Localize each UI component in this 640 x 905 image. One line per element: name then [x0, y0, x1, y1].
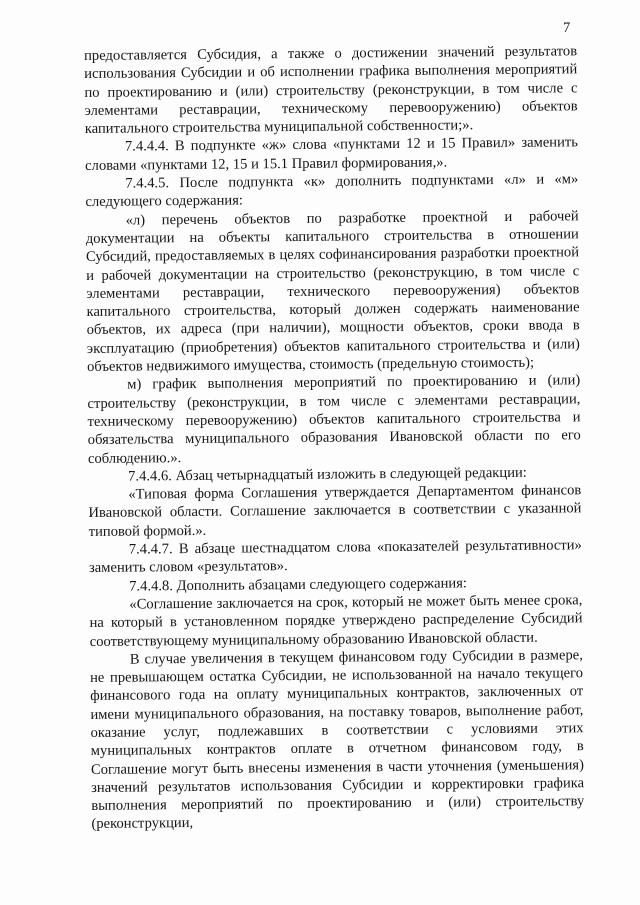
- paragraph-7-4-4-6: 7.4.4.6. Абзац четырнадцатый изложить в следующей редакции:: [128, 464, 527, 485]
- paragraph-agreement-term: «Соглашение заключается на срок, который не может быть менее срока, на который в установленном порядке утверждено распределение Субсидий соответствующему муниципальному образованию Ивановской области.: [89, 592, 583, 650]
- paragraph-7-4-4-7: 7.4.4.7. В абзаце шестнадцатом слова «показателей результативности» заменить словом «результатов».: [88, 537, 582, 577]
- paragraph-subpoint-l: «л) перечень объектов по разработке проектной и рабочей документации на объекты капитального строительства в отношении Субсидий, предоставляемых в целях софинансирования разработки проектной и рабочей документации на строительство (реконструкцию, в том числе с элементами реставрации, технического перевооружения) объектов капитального строительства, который должен содержать наименование объектов, их адреса (при наличии), мощности объектов, сроки ввода в эксплуатацию (приобретения) объектов капитального строительства и (или) объектов недвижимого имущества, стоимость (предельную стоимость);: [85, 207, 580, 376]
- paragraph-continuation: предоставляется Субсидия, а также о достижении значений результатов использования Субсидии и об исполнении графика выполнения мероприятий по проектированию и (или) строительству (реконструкции, в том числе с элементами реставрации, техническому перевооружению) объектов капитального строительства муниципальной собственности;».: [84, 43, 578, 138]
- paragraph-7-4-4-5: 7.4.4.5. После подпункта «к» дополнить подпунктами «л» и «м» следующего содержания:: [85, 171, 579, 211]
- page-number: 7: [563, 20, 571, 36]
- paragraph-subsidy-increase: В случае увеличения в текущем финансовом году Субсидии в размере, не превышающем остатка Субсидии, не использованной на начало текущего финансового года на оплату муниципальных контрактов, заключенных от имени муниципального образования, на поставку товаров, выполнение работ, оказание услуг, подлежавших в соответствии с условиями этих муниципальных контрактов оплате в отчетном финансовом году, в Соглашение могут быть внесены изменения в части уточнения (уменьшения) значений результатов использования Субсидии и корректировки графика выполнения мероприятий по проектированию и (или) строительству (реконструкции,: [89, 647, 585, 833]
- document-body: [84, 42, 585, 833]
- paragraph-typical-form: «Типовая форма Соглашения утверждается Департаментом финансов Ивановской области. Соглашение заключается в соответствии с указанной типовой формой.».: [88, 482, 582, 540]
- paragraph-7-4-4-8: 7.4.4.8. Дополнить абзацами следующего содержания:: [129, 574, 468, 595]
- paragraph-subpoint-m: м) график выполнения мероприятий по проектированию и (или) строительству (реконструкции, в том числе с элементами реставрации, техническому перевооружению) объектов капитального строительства и обязательства муниципального образования Ивановской области по его соблюдению.».: [87, 372, 581, 467]
- paragraph-7-4-4-4: 7.4.4.4. В подпункте «ж» слова «пунктами 12 и 15 Правил» заменить словами «пунктами 12, 15 и 15.1 Правил формирования,».: [85, 134, 579, 174]
